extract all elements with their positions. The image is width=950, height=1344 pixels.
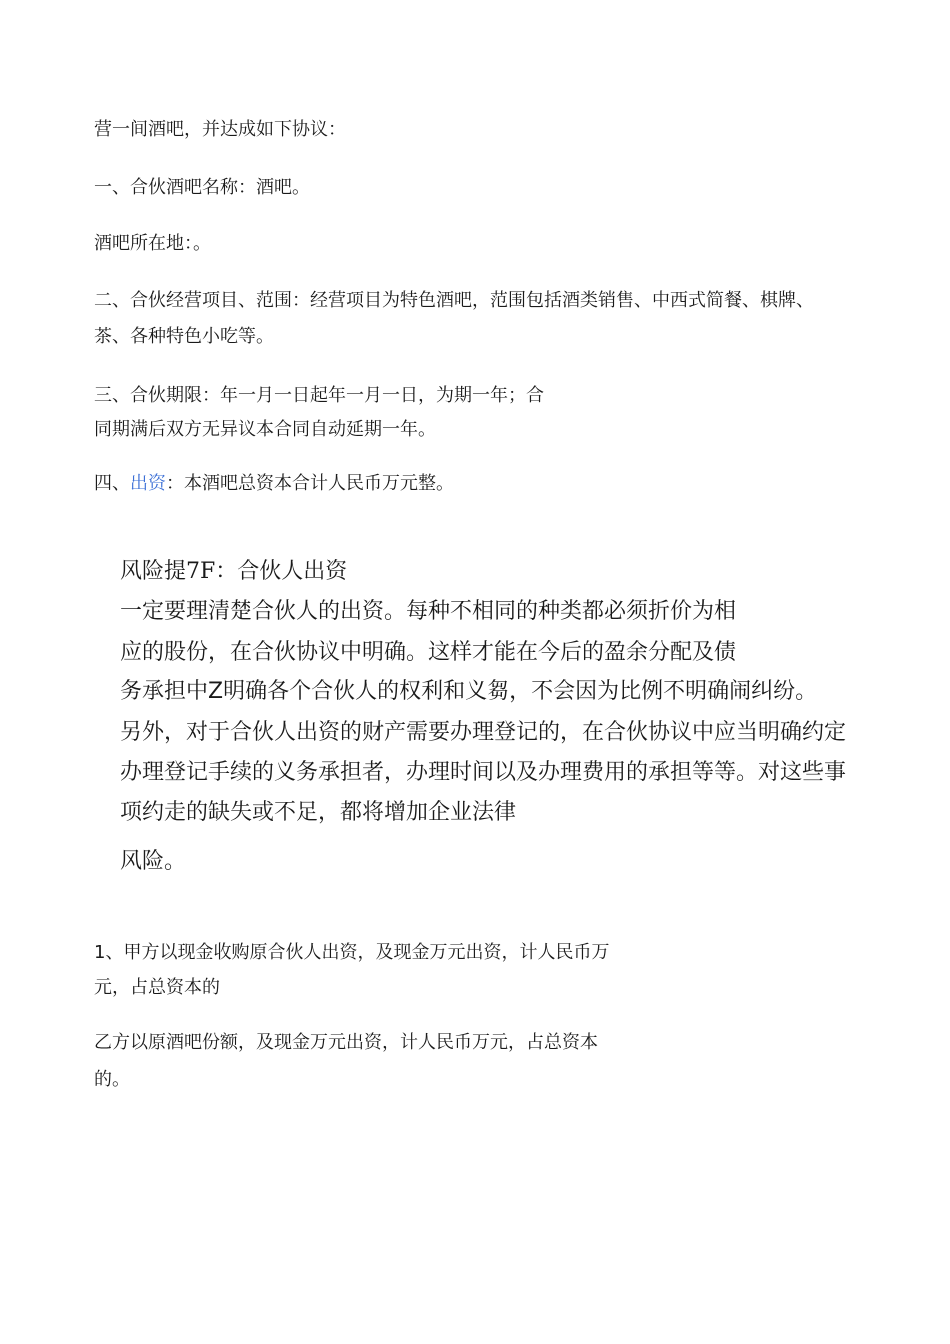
term-line-2: 同期满后双方无异议本合同自动延期一年。: [94, 419, 436, 440]
bar-location-line: 酒吧所在地：。: [94, 233, 211, 254]
risk-line: 另外，对于合伙人出资的财产需要办理登记的，在合伙协议中应当明确约定: [120, 720, 847, 745]
risk-title: 风险提7F：合伙人出资: [120, 559, 348, 584]
term-line-1: 三、合伙期限：年一月一日起年一月一日，为期一年；合: [94, 385, 544, 406]
risk-line: 项约走的缺失或不足，都将增加企业法律: [120, 800, 517, 825]
scope-line-2: 茶、各种特色小吃等。: [94, 326, 274, 347]
contribution-b-line-1: 乙方以原酒吧份额，及现金万元出资，计人民币万元，占总资本: [94, 1032, 598, 1053]
risk-line: 风险。: [120, 849, 187, 874]
capital-link[interactable]: 出资: [130, 473, 166, 494]
intro-line: 营一间酒吧，并达成如下协议：: [94, 119, 346, 140]
risk-line: 办理登记手续的义务承担者，办理时间以及办理费用的承担等等。对这些事: [120, 760, 847, 785]
scope-line-1: 二、合伙经营项目、范围：经营项目为特色酒吧，范围包括酒类销售、中西式简餐、棋牌、: [94, 290, 814, 311]
contribution-a-line-1: 1、甲方以现金收购原合伙人出资，及现金万元出资，计人民币万: [94, 942, 610, 963]
capital-line: [94, 472, 454, 496]
contribution-b-line-2: 的。: [94, 1069, 130, 1090]
capital-suffix: ：本酒吧总资本合计人民币万元整。: [166, 473, 454, 494]
contribution-a-line-2: 元，占总资本的: [94, 977, 220, 998]
risk-line: 务承担中Z明确各个合伙人的权利和义芻，不会因为比例不明确闹纠纷。: [120, 679, 818, 704]
bar-name-line: 一、合伙酒吧名称：酒吧。: [94, 177, 310, 198]
risk-line: 一定要理清楚合伙人的出资。每种不相同的种类都必须折价为相: [120, 599, 737, 624]
risk-line: 应的股份，在合伙协议中明确。这样才能在今后的盈余分配及债: [120, 640, 737, 665]
capital-prefix: 四、: [94, 473, 130, 494]
